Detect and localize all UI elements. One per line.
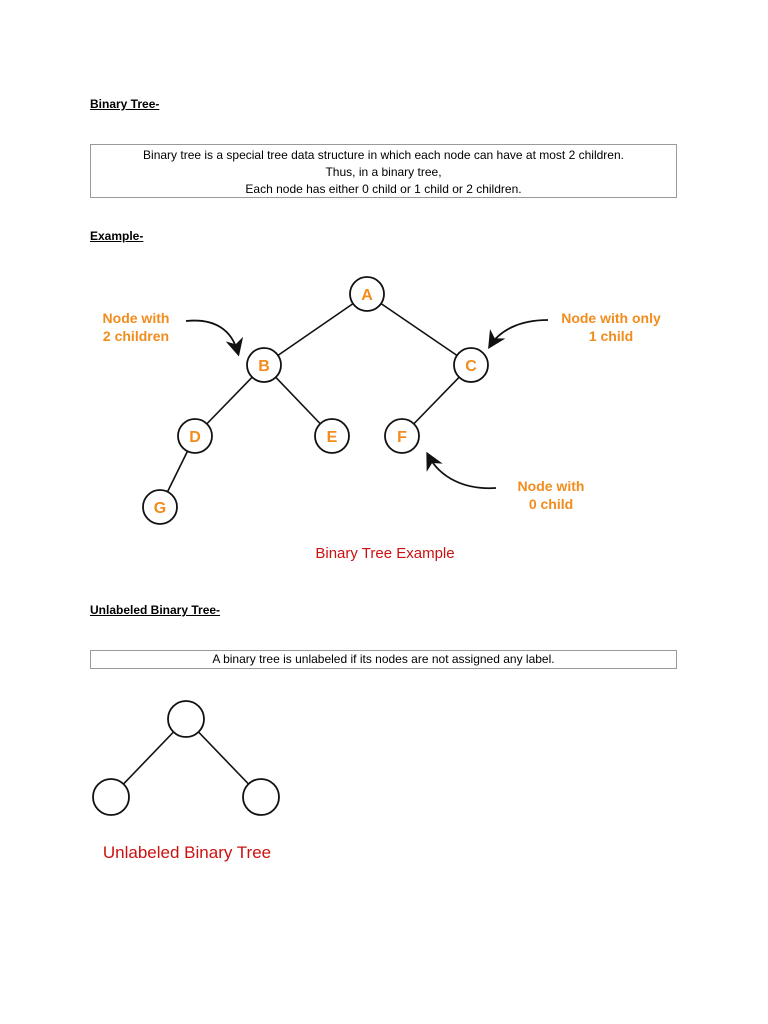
node-e: [315, 419, 349, 453]
annotation-two-children-line-1: Node with: [102, 310, 170, 326]
unlabeled-left-node: [93, 779, 129, 815]
node-c: [454, 348, 488, 382]
annotation-zero-child-line-2: 0 child: [528, 496, 574, 512]
annotation-two-children-line-2: 2 children: [102, 328, 170, 344]
unlabeled-definition-text: A binary tree is unlabeled if its nodes are not assigned any label.: [212, 652, 555, 666]
arrow-to-node-c-icon: [490, 320, 548, 346]
tree-edges: [160, 294, 471, 507]
node-e-label: E: [326, 429, 338, 446]
annotation-one-child-line-1: Node with only: [561, 310, 661, 326]
annotation-one-child-line-2: 1 child: [588, 328, 634, 344]
definition-line-3: Each node has either 0 child or 1 child or 2 children.: [245, 182, 522, 196]
definition-line-1: Binary tree is a special tree data structure in which each node can have at most 2 children.: [143, 148, 624, 162]
node-d: [178, 419, 212, 453]
definition-line-2: Thus, in a binary tree,: [325, 165, 442, 179]
arrow-to-node-f-icon: [428, 455, 496, 488]
unlabeled-binary-tree-caption: Unlabeled Binary Tree: [102, 843, 272, 862]
edge-a-b: [264, 294, 367, 365]
node-g: [143, 490, 177, 524]
node-c-label: C: [465, 358, 477, 375]
arrow-to-node-b-icon: [186, 321, 238, 353]
annotation-two-children: [103, 310, 238, 353]
unlabeled-binary-tree-heading: Unlabeled Binary Tree-: [90, 603, 221, 617]
node-f-label: F: [397, 429, 407, 446]
node-b: [247, 348, 281, 382]
edge-a-c: [367, 294, 471, 365]
node-a: [350, 277, 384, 311]
annotation-zero-child: [428, 455, 584, 512]
binary-tree-example-caption: Binary Tree Example: [315, 545, 455, 562]
node-d-label: D: [189, 429, 201, 446]
annotation-one-child: [490, 310, 661, 346]
node-g-label: G: [153, 500, 167, 517]
unlabeled-definition-box: [90, 650, 677, 669]
node-b-label: B: [258, 358, 270, 375]
unlabeled-tree: [93, 701, 279, 815]
unlabeled-root-node: [168, 701, 204, 737]
annotation-zero-child-line-1: Node with: [517, 478, 585, 494]
node-f: [385, 419, 419, 453]
unlabeled-right-node: [243, 779, 279, 815]
binary-tree-heading: Binary Tree-: [90, 97, 160, 111]
node-a-label: A: [361, 287, 373, 304]
example-heading: Example-: [90, 229, 144, 243]
